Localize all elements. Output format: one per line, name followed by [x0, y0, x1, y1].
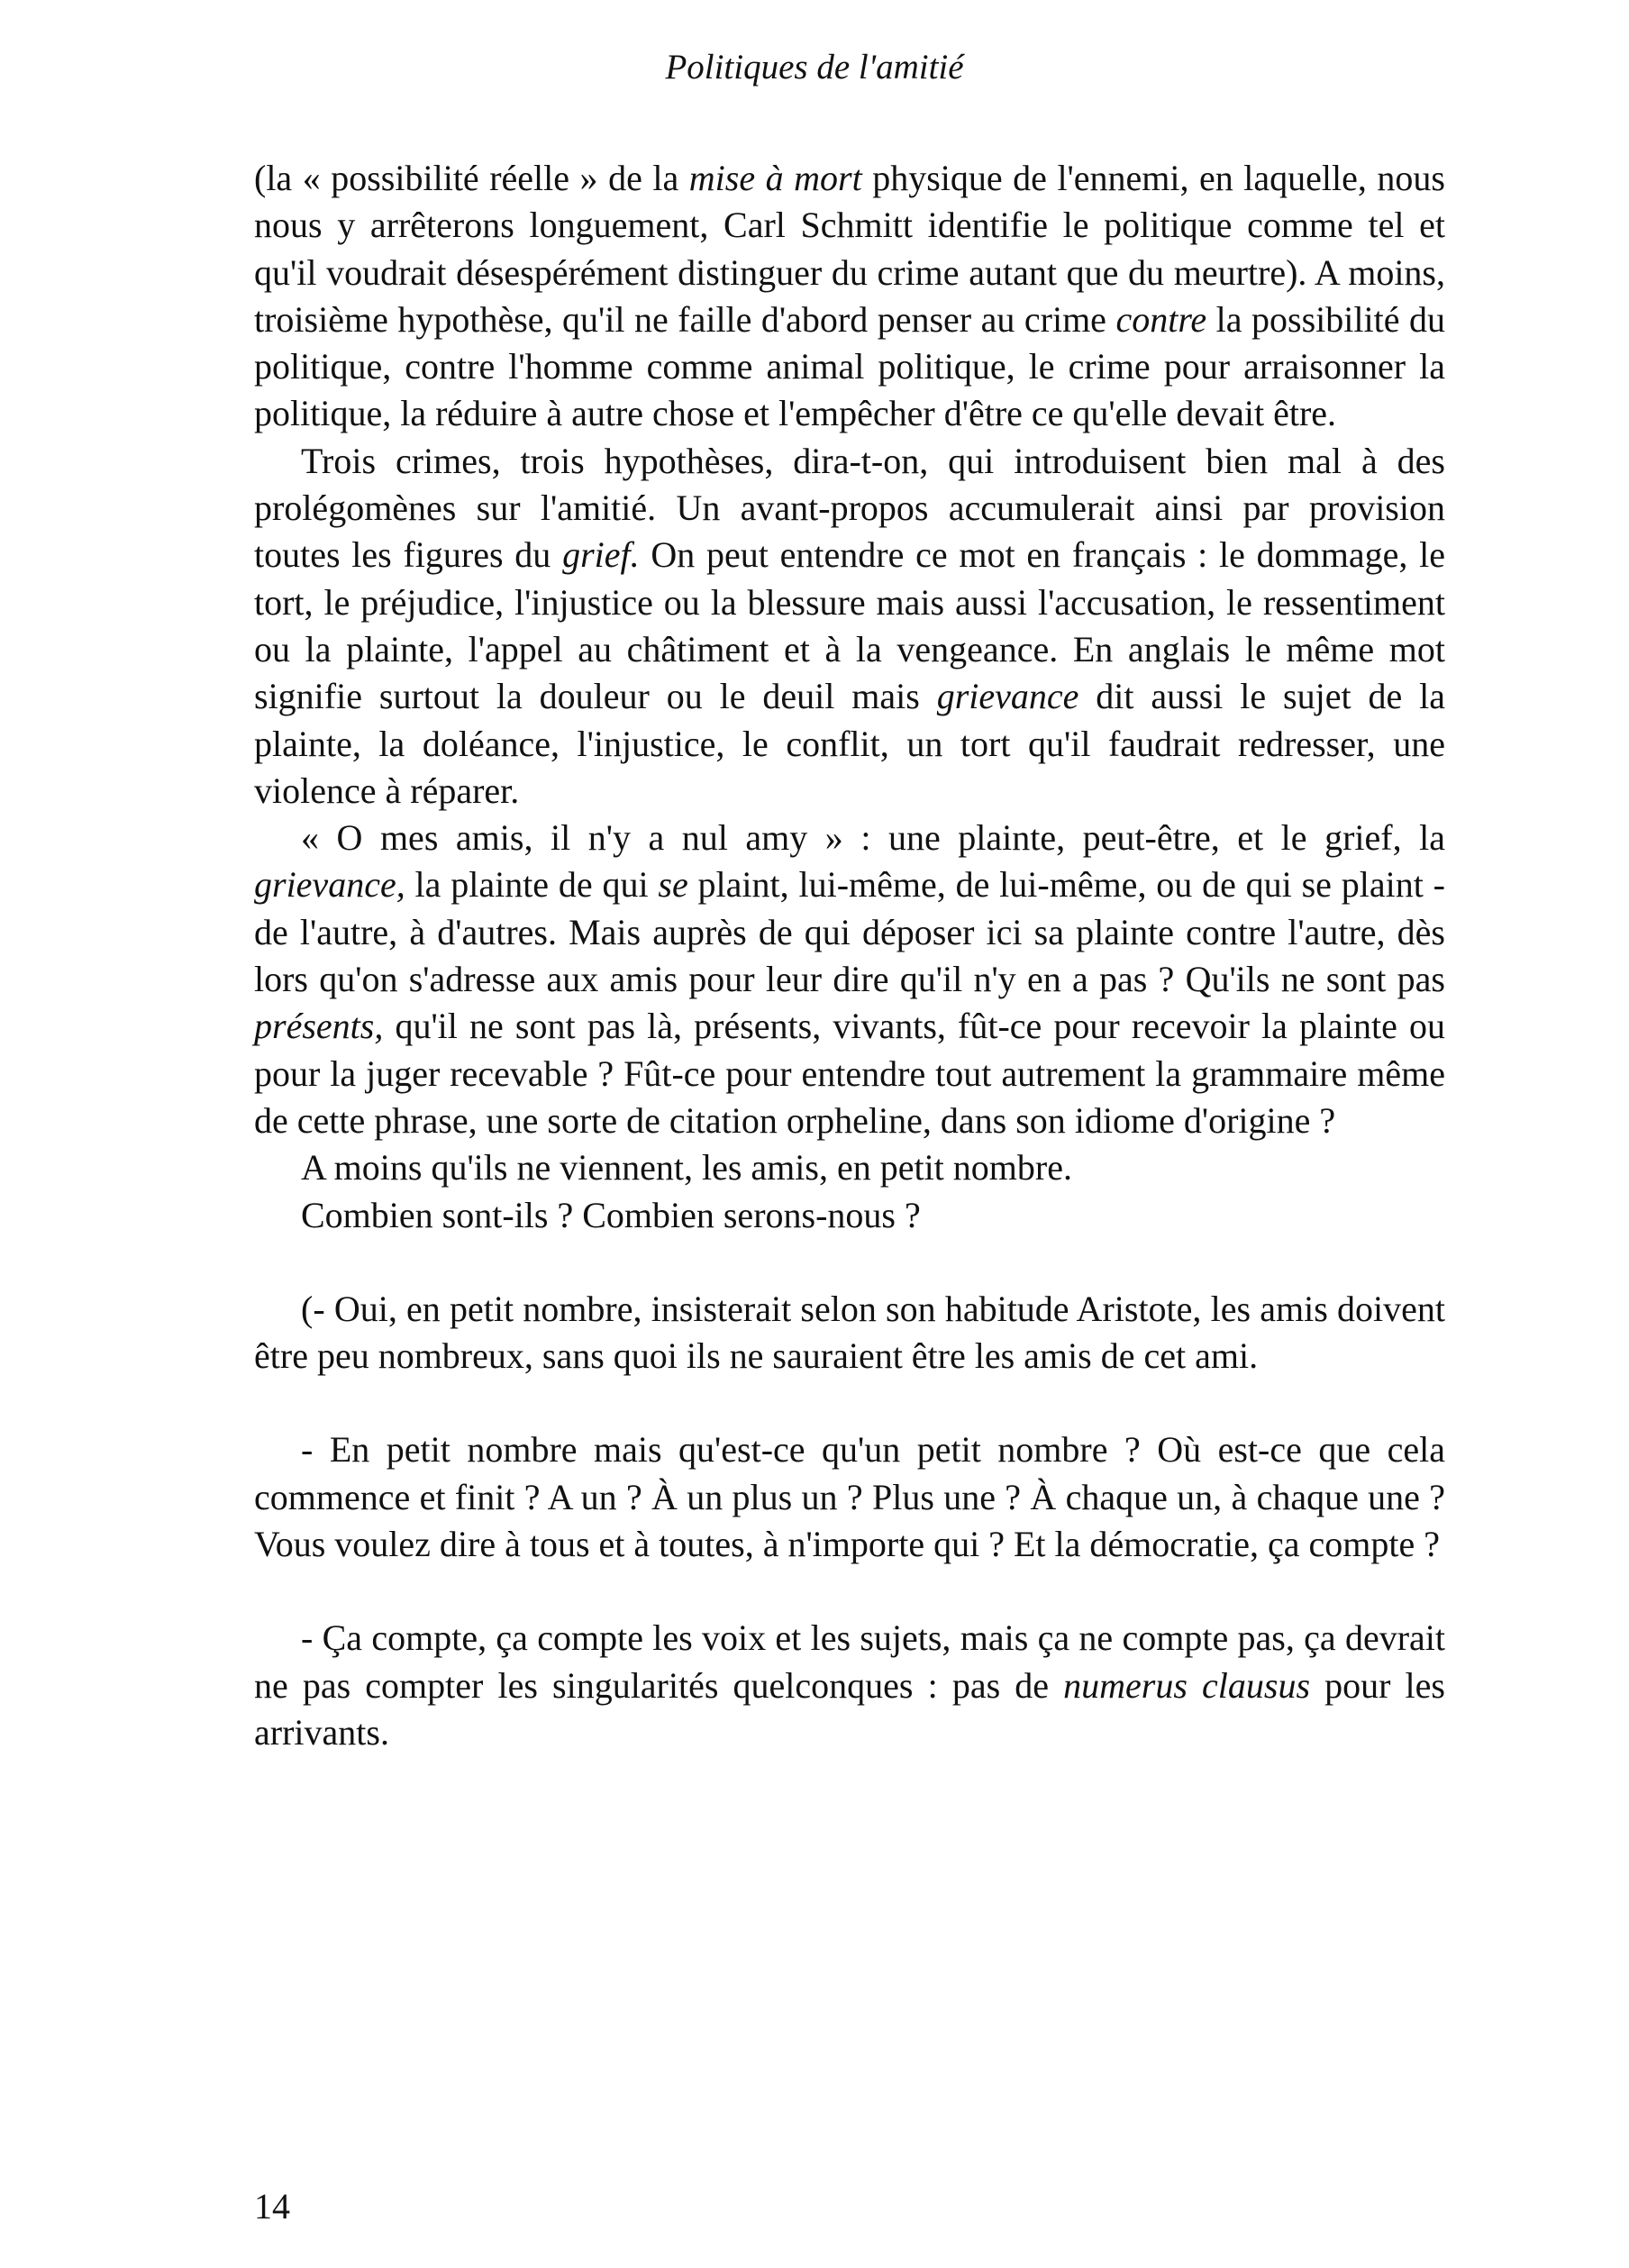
- paragraph-4: A moins qu'ils ne viennent, les amis, en petit nombre.: [301, 1147, 1072, 1189]
- dialogue-2: - En petit nombre mais qu'est-ce qu'un petit nombre ? Où est-ce que cela commence et finit ? A un ? À un plus un ? Plus une ? À chaque un, à chaque une ? Vous voulez dire à tous et à toutes, à n'importe qui ? Et la démocratie, ça compte ?: [254, 1429, 1445, 1565]
- paragraph-5: Combien sont-ils ? Combien serons-nous ?: [301, 1194, 921, 1235]
- running-head: Politiques de l'amitié: [665, 48, 964, 87]
- page-number: 14: [254, 2186, 290, 2227]
- paragraph-1: (la « possibilité réelle » de la mise à mort physique de l'ennemi, en laquelle, nous nous y arrêterons longuement, Carl Schmitt identifie le politique comme tel et qu'il voudrait désespérément distinguer du crime autant que du meurtre). A moins, troisième hypothèse, qu'il ne faille d'abord penser au crime contre la possibilité du politique, contre l'homme comme animal politique, le crime pour arraisonner la politique, la réduire à autre chose et l'empêcher d'être ce qu'elle devait être.: [254, 158, 1445, 434]
- paragraph-2: Trois crimes, trois hypothèses, dira-t-on, qui introduisent bien mal à des prolégomènes sur l'amitié. Un avant-propos accumulerait ainsi par provision toutes les figures du grief. On peut entendre ce mot en français : le dommage, le tort, le préjudice, l'injustice ou la blessure mais aussi l'accusation, le ressentiment ou la plainte, l'appel au châtiment et à la vengeance. En anglais le même mot signifie surtout la douleur ou le deuil mais grievance dit aussi le sujet de la plainte, la doléance, l'injustice, le conflit, un tort qu'il faudrait redresser, une violence à réparer.: [254, 440, 1446, 811]
- dialogue-1: (- Oui, en petit nombre, insisterait selon son habitude Aristote, les amis doivent être peu nombreux, sans quoi ils ne sauraient être les amis de cet ami.: [254, 1288, 1445, 1377]
- dialogue-3: - Ça compte, ça compte les voix et les sujets, mais ça ne compte pas, ça devrait ne pas compter les singularités quelconques : pas de numerus clausus pour les arrivants.: [254, 1617, 1445, 1753]
- body-text: [254, 155, 1445, 1756]
- paragraph-3: « O mes amis, il n'y a nul amy » : une plainte, peut-être, et le grief, la grievance, la plainte de qui se plaint, lui-même, de lui-même, ou de qui se plaint - de l'autre, à d'autres. Mais auprès de qui déposer ici sa plainte contre l'autre, dès lors qu'on s'adresse aux amis pour leur dire qu'il n'y en a pas ? Qu'ils ne sont pas présents, qu'il ne sont pas là, présents, vivants, fût-ce pour recevoir la plainte ou pour la juger recevable ? Fût-ce pour entendre tout autrement la grammaire même de cette phrase, une sorte de citation orpheline, dans son idiome d'origine ?: [254, 817, 1445, 1141]
